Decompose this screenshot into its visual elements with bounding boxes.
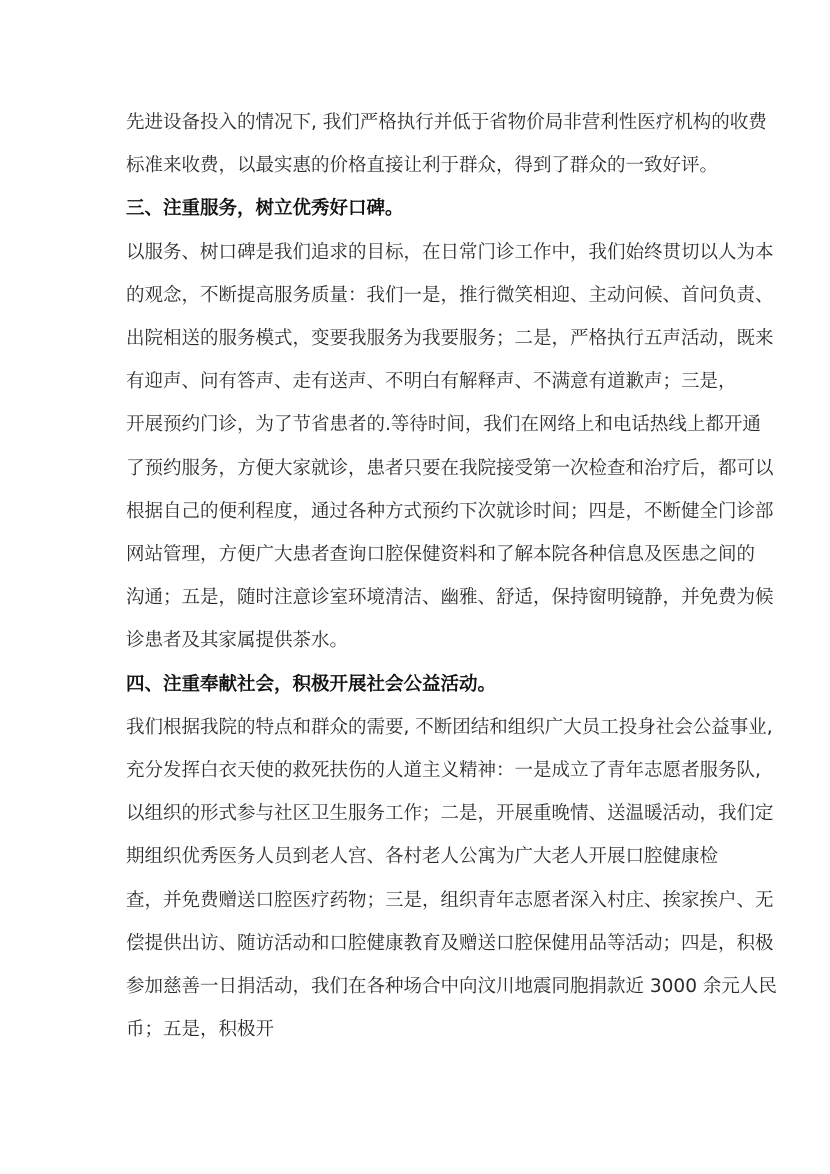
- paragraph-line: 根据自己的便利程度，通过各种方式预约下次就诊时间；四是，不断健全门诊部: [126, 500, 774, 522]
- paragraph-line: 币；五是，积极开: [126, 1019, 275, 1041]
- paragraph-line: 出院相送的服务模式，变要我服务为我要服务；二是，严格执行五声活动，既来: [126, 328, 774, 349]
- paragraph-line: 诊患者及其家属提供茶水。: [126, 630, 349, 652]
- paragraph-line: 偿提供出访、随访活动和口腔健康教育及赠送口腔保健用品等活动；四是，积极: [126, 932, 774, 954]
- paragraph-line: 有迎声、问有答声、走有送声、不明白有解释声、不满意有道歉声；三是，: [126, 371, 737, 393]
- section-heading: 四、注重奉献社会，积极开展社会公益活动。: [126, 673, 497, 695]
- paragraph-line: 充分发挥白衣天使的救死扶伤的人道主义精神：一是成立了青年志愿者服务队,: [126, 760, 761, 781]
- paragraph-line: 参加慈善一日捐活动，我们在各种场合中向汶川地震同胞捐款近 3000 余元人民: [126, 976, 777, 997]
- paragraph-line: 开展预约门诊，为了节省患者的.等待时间，我们在网络上和电话热线上都开通: [126, 414, 761, 436]
- paragraph-line: 了预约服务，方便大家就诊，患者只要在我院接受第一次检查和治疗后，都可以: [126, 457, 774, 479]
- paragraph-line: 网站管理，方便广大患者查询口腔保健资料和了解本院各种信息及医患之间的: [126, 544, 756, 565]
- paragraph-line: 以组织的形式参与社区卫生服务工作；二是，开展重晚情、送温暖活动，我们定: [126, 803, 774, 825]
- paragraph-line: 期组织优秀医务人员到老人宫、各村老人公寓为广大老人开展口腔健康检: [126, 846, 719, 868]
- paragraph-line: 我们根据我院的特点和群众的需要, 不断团结和组织广大员工投身社会公益事业,: [126, 716, 773, 738]
- paragraph-line: 以服务、树口碑是我们追求的目标，在日常门诊工作中，我们始终贯切以人为本: [126, 241, 774, 263]
- paragraph-line: 先进设备投入的情况下, 我们严格执行并低于省物价局非营利性医疗机构的收费: [126, 112, 767, 133]
- section-heading: 三、注重服务，树立优秀好口碑。: [126, 198, 404, 220]
- paragraph-line: 的观念，不断提高服务质量：我们一是，推行微笑相迎、主动问候、首问负责、: [126, 284, 774, 306]
- paragraph-line: 查，并免费赠送口腔医疗药物；三是，组织青年志愿者深入村庄、挨家挨户、无: [126, 889, 774, 911]
- paragraph-line: 沟通；五是，随时注意诊室环境清洁、幽雅、舒适，保持窗明镜静，并免费为候: [126, 587, 774, 609]
- paragraph-line: 标准来收费，以最实惠的价格直接让利于群众，得到了群众的一致好评。: [126, 155, 719, 177]
